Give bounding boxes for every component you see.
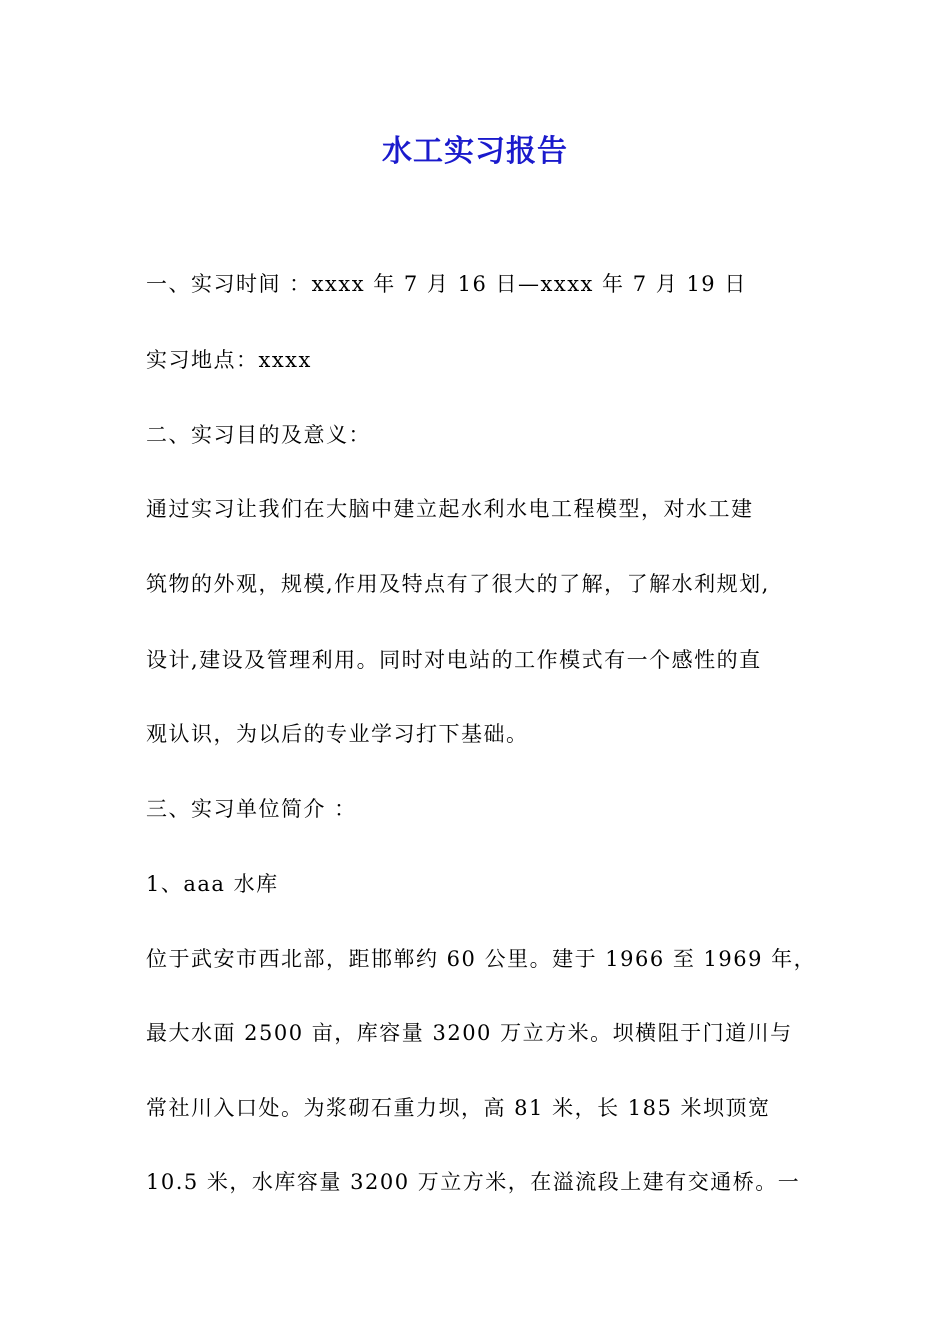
subsection-heading-reservoir: 1、aaa 水库 [146,872,279,896]
paragraph-line: 最大水面 2500 亩，库容量 3200 万立方米。坝横阻于门道川与 [146,1021,793,1045]
paragraph-line: 设计,建设及管理利用。同时对电站的工作模式有一个感性的直 [146,648,762,672]
document-title: 水工实习报告 [382,134,568,169]
paragraph-line: 通过实习让我们在大脑中建立起水利水电工程模型，对水工建 [146,497,754,521]
section-heading-unit: 三、实习单位简介 ： [146,797,357,821]
paragraph-line: 常社川入口处。为浆砌石重力坝，高 81 米，长 185 米坝顶宽 [146,1096,771,1120]
paragraph-line: 筑物的外观，规模,作用及特点有了很大的了解，了解水利规划, [146,572,770,596]
paragraph-line: 观认识，为以后的专业学习打下基础。 [146,722,529,746]
section-heading-purpose: 二、实习目的及意义： [146,423,371,447]
paragraph-line: 位于武安市西北部，距邯郸约 60 公里。建于 1966 至 1969 年， [146,947,817,971]
section-heading-time: 一、实习时间 ：xxxx 年 7 月 16 日—xxxx 年 7 月 19 日 [146,272,747,296]
paragraph-line: 10.5 米，水库容量 3200 万立方米，在溢流段上建有交通桥。一 [146,1170,801,1194]
paragraph-location: 实习地点：xxxx [146,348,312,372]
